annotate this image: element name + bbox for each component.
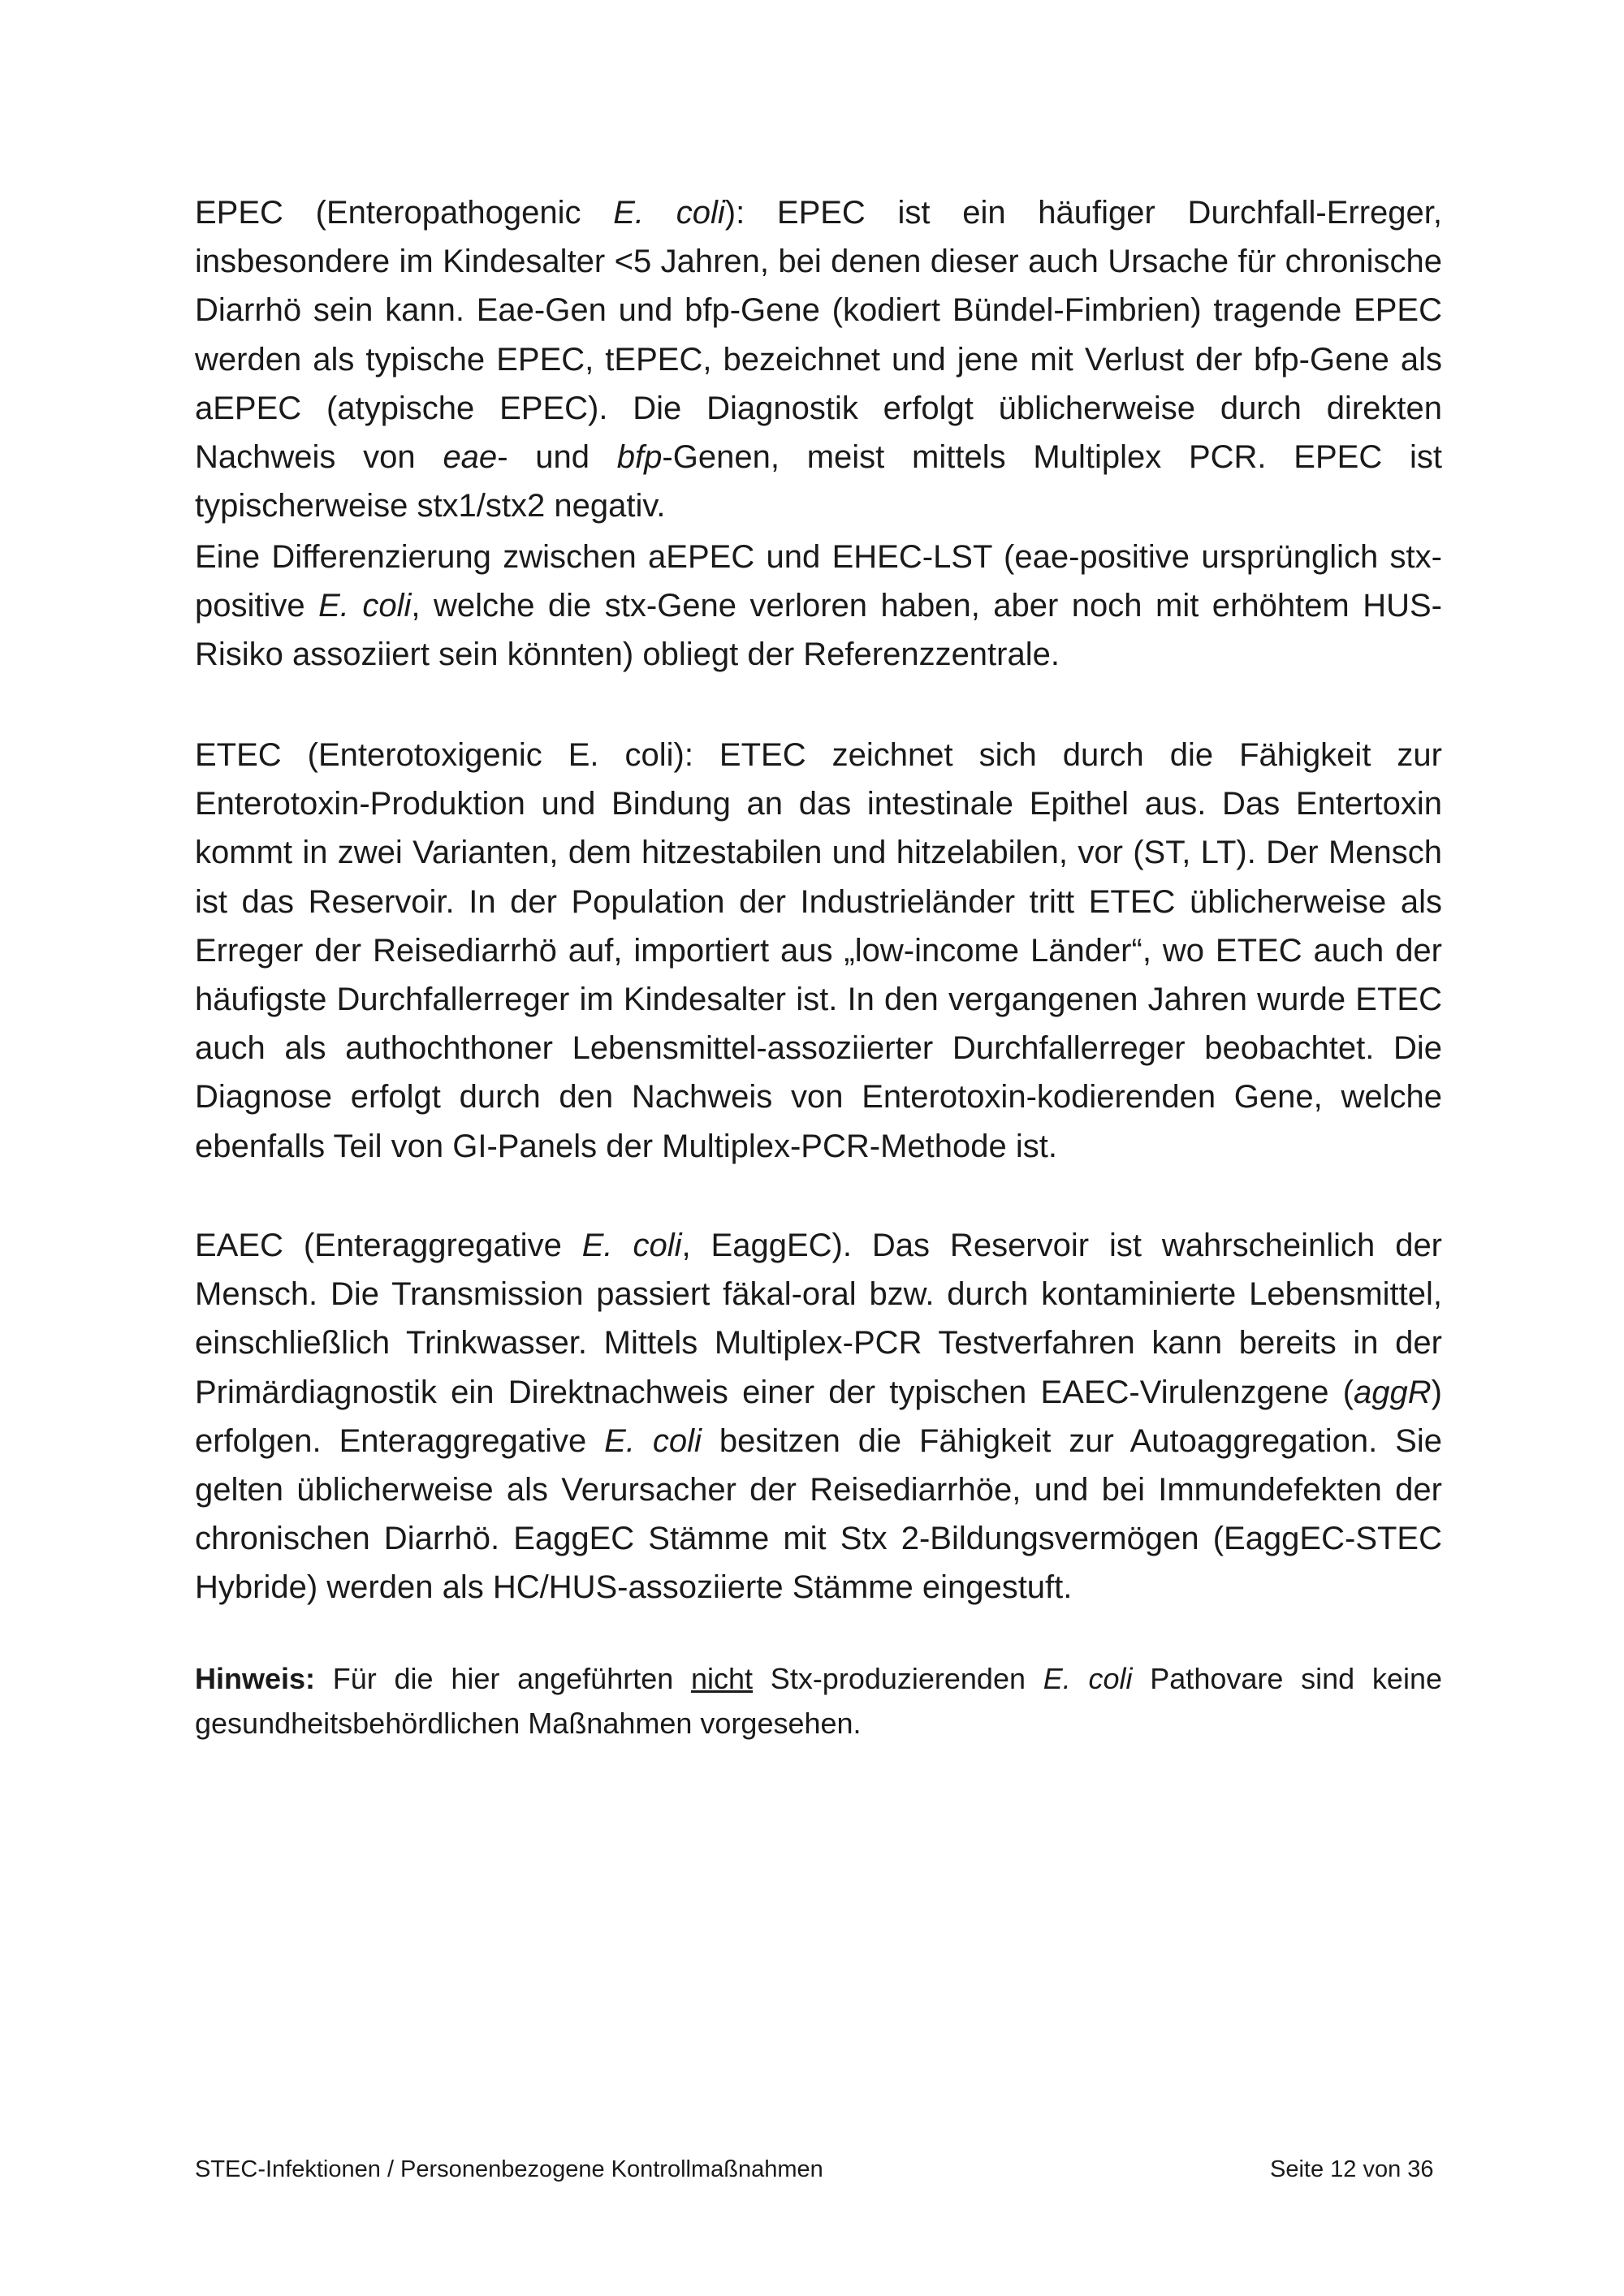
italic-run: E. coli (604, 1422, 702, 1459)
paragraph-epec (195, 188, 1442, 530)
italic-run: eae (443, 439, 498, 476)
text-run: besitzen die Fähigkeit zur Autoaggregation. Sie gelten üblicherweise als Verursacher der Reisediarrhöe, und bei Immundefekten der chronischen Diarrhö. EaggEC Stämme mit Stx 2-Bildungsvermögen (EaggEC-STEC Hybride) werden als HC/HUS-assoziierte Stämme eingestuft. (195, 1422, 1442, 1606)
text-run: - und (497, 439, 617, 476)
text-run: Pathovare sind keine gesundheitsbehördlichen Maßnahmen vorgesehen. (195, 1662, 1442, 1740)
italic-run: E. coli (613, 195, 725, 231)
text-run: ETEC (Enterotoxigenic E. coli): ETEC zeichnet sich durch die Fähigkeit zur Enterotoxin-Produktion und Bindung an das intestinale Epithel aus. Das Entertoxin kommt in zwei Varianten, dem hitzestabilen und hitzelabilen, vor (ST, LT). Der Mensch ist das Reservoir. In der Population der Industrieländer tritt ETEC üblicherweise als Erreger der Reisediarrhö auf, importiert aus „low-income Länder“, wo ETEC auch der häufigste Durchfallerreger im Kindesalter ist. In den vergangenen Jahren wurde ETEC auch als authochthoner Lebensmittel-assoziierter Durchfallerreger beobachtet. Die Diagnose erfolgt durch den Nachweis von Enterotoxin-kodierenden Gene, welche ebenfalls Teil von GI-Panels der Multiplex-PCR-Methode ist. (195, 737, 1442, 1164)
text-run: Eine Differenzierung zwischen aEPEC und EHEC-LST (eae-positive ursprünglich stx-positive (195, 539, 1442, 624)
note-hinweis (195, 1656, 1442, 1746)
footer-page-number: Seite 12 von 36 (1270, 2156, 1434, 2182)
text-run: , EaggEC). Das Reservoir ist wahrscheinlich der Mensch. Die Transmission passiert fäkal-oral bzw. durch kontaminierte Lebensmittel, einschließlich Trinkwasser. Mittels Multiplex-PCR Testverfahren kann bereits in der Primärdiagnostik ein Direktnachweis einer der typischen EAEC-Virulenzgene ( (195, 1228, 1443, 1410)
italic-run: E. coli (581, 1228, 682, 1263)
text-run: Stx-produzierenden (753, 1662, 1043, 1695)
text-run: Für die hier angeführten (315, 1662, 692, 1695)
text-run: -Genen, meist mittels Multiplex PCR. EPEC ist typischerweise stx1/stx2 negativ. (195, 439, 1443, 524)
italic-run: bfp (616, 439, 663, 476)
text-run: EAEC (Enteraggregative (195, 1228, 582, 1263)
text-run: , welche die stx-Gene verloren haben, aber noch mit erhöhtem HUS-Risiko assoziiert sein könnten) obliegt der Referenzzentrale. (195, 588, 1442, 673)
text-run: EPEC (Enteropathogenic (195, 195, 614, 231)
paragraph-differenzierung (195, 533, 1442, 680)
footer-document-title: STEC-Infektionen / Personenbezogene Kontrollmaßnahmen (195, 2156, 823, 2182)
text-run: ) erfolgen. Enteraggregative (195, 1374, 1442, 1459)
italic-run: E. coli (318, 588, 412, 624)
underlined-run: nicht (691, 1662, 754, 1695)
paragraph-etec (195, 731, 1442, 1171)
paragraph-eaec (195, 1221, 1442, 1612)
text-run: ): EPEC ist ein häufiger Durchfall-Erreger, insbesondere im Kindesalter <5 Jahren, bei denen dieser auch Ursache für chronische Diarrhö sein kann. Eae-Gen und bfp-Gene (kodiert Bündel-Fimbrien) tragende EPEC werden als typische EPEC, tEPEC, bezeichnet und jene mit Verlust der bfp-Gene als aEPEC (atypische EPEC). Die Diagnostik erfolgt üblicherweise durch direkten Nachweis von (195, 195, 1442, 476)
italic-run: E. coli (1043, 1662, 1133, 1695)
italic-run: aggR (1354, 1374, 1432, 1410)
note-label: Hinweis: (195, 1662, 316, 1695)
